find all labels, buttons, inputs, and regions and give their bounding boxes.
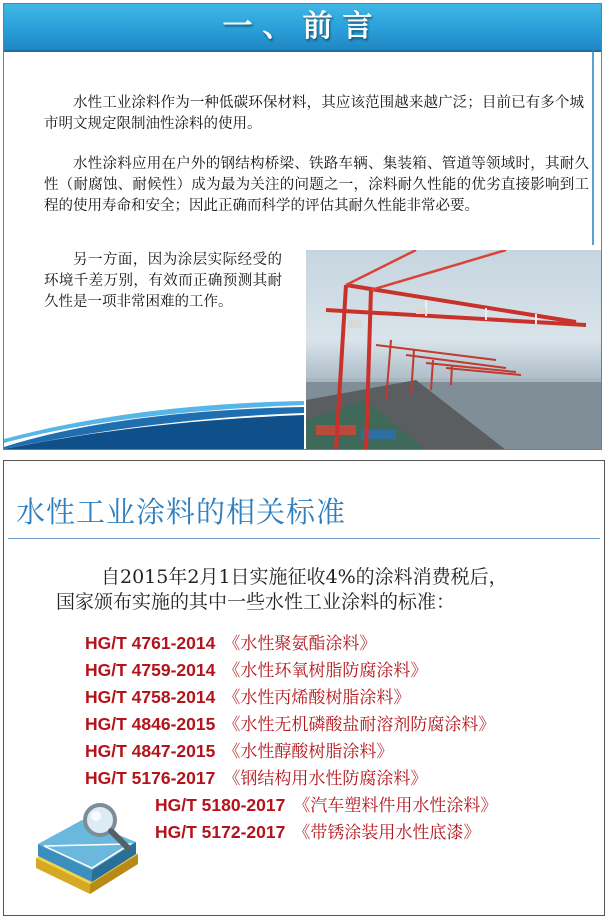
standard-code: HG/T 5176-2017 [85,768,216,788]
standard-code: HG/T 4847-2015 [85,741,216,761]
books-magnifier-icon [30,796,142,896]
decorative-swoosh [4,369,324,449]
standard-item [155,793,497,819]
intro-paragraph-1: 水性工业涂料作为一种低碳环保材料，其应该范围越来越广泛；目前已有多个城市明文规定限制油性涂料的使用。 [44,95,584,132]
standard-code: HG/T 4846-2015 [85,714,216,734]
standard-name: 《水性醇酸树脂涂料》 [223,742,394,762]
standard-name: 《水性环氧树脂防腐涂料》 [223,661,428,681]
intro-paragraph-2: 水性涂料应用在户外的钢结构桥梁、铁路车辆、集装箱、管道等领域时，其耐久性（耐腐蚀、耐候性）成为最为关注的问题之一，涂料耐久性能的优劣直接影响到工程的使用寿命和安全；因此正确而科学的评估其耐久性能非常必要。 [44,156,589,214]
standard-name: 《水性丙烯酸树脂涂料》 [223,688,411,708]
intro-line-1: 自2015年2月1日实施征收4%的涂料消费税后， [101,566,508,588]
title-divider [8,538,600,539]
standard-item [85,685,410,711]
standard-item [85,739,393,765]
standard-name: 《带锈涂装用水性底漆》 [293,823,481,843]
port-cranes-photo [306,250,602,450]
standard-item [85,766,427,792]
standard-name: 《水性无机磷酸盐耐溶剂防腐涂料》 [223,715,496,735]
intro-line-2: 国家颁布实施的其中一些水性工业涂料的标准： [56,591,456,613]
standards-slide [3,460,605,916]
standard-code: HG/T 4758-2014 [85,687,216,707]
standards-title: 水性工业涂料的相关标准 [16,495,347,529]
slide-title: 一、前言 [222,9,383,44]
intro-slide [3,3,602,450]
standard-item [155,820,480,846]
standard-name: 《钢结构用水性防腐涂料》 [223,769,428,789]
standard-item [85,631,376,657]
standard-item [85,712,495,738]
standard-code: HG/T 5172-2017 [155,822,286,842]
standard-code: HG/T 4761-2014 [85,633,216,653]
standard-name: 《汽车塑料件用水性涂料》 [293,796,498,816]
standard-code: HG/T 5180-2017 [155,795,286,815]
standard-name: 《水性聚氨酯涂料》 [223,634,377,654]
standard-item [85,658,427,684]
intro-paragraph-3: 另一方面，因为涂层实际经受的环境千差万别，有效而正确预测其耐久性是一项非常困难的工作。 [44,252,282,310]
standards-intro [56,565,596,615]
standard-code: HG/T 4759-2014 [85,660,216,680]
